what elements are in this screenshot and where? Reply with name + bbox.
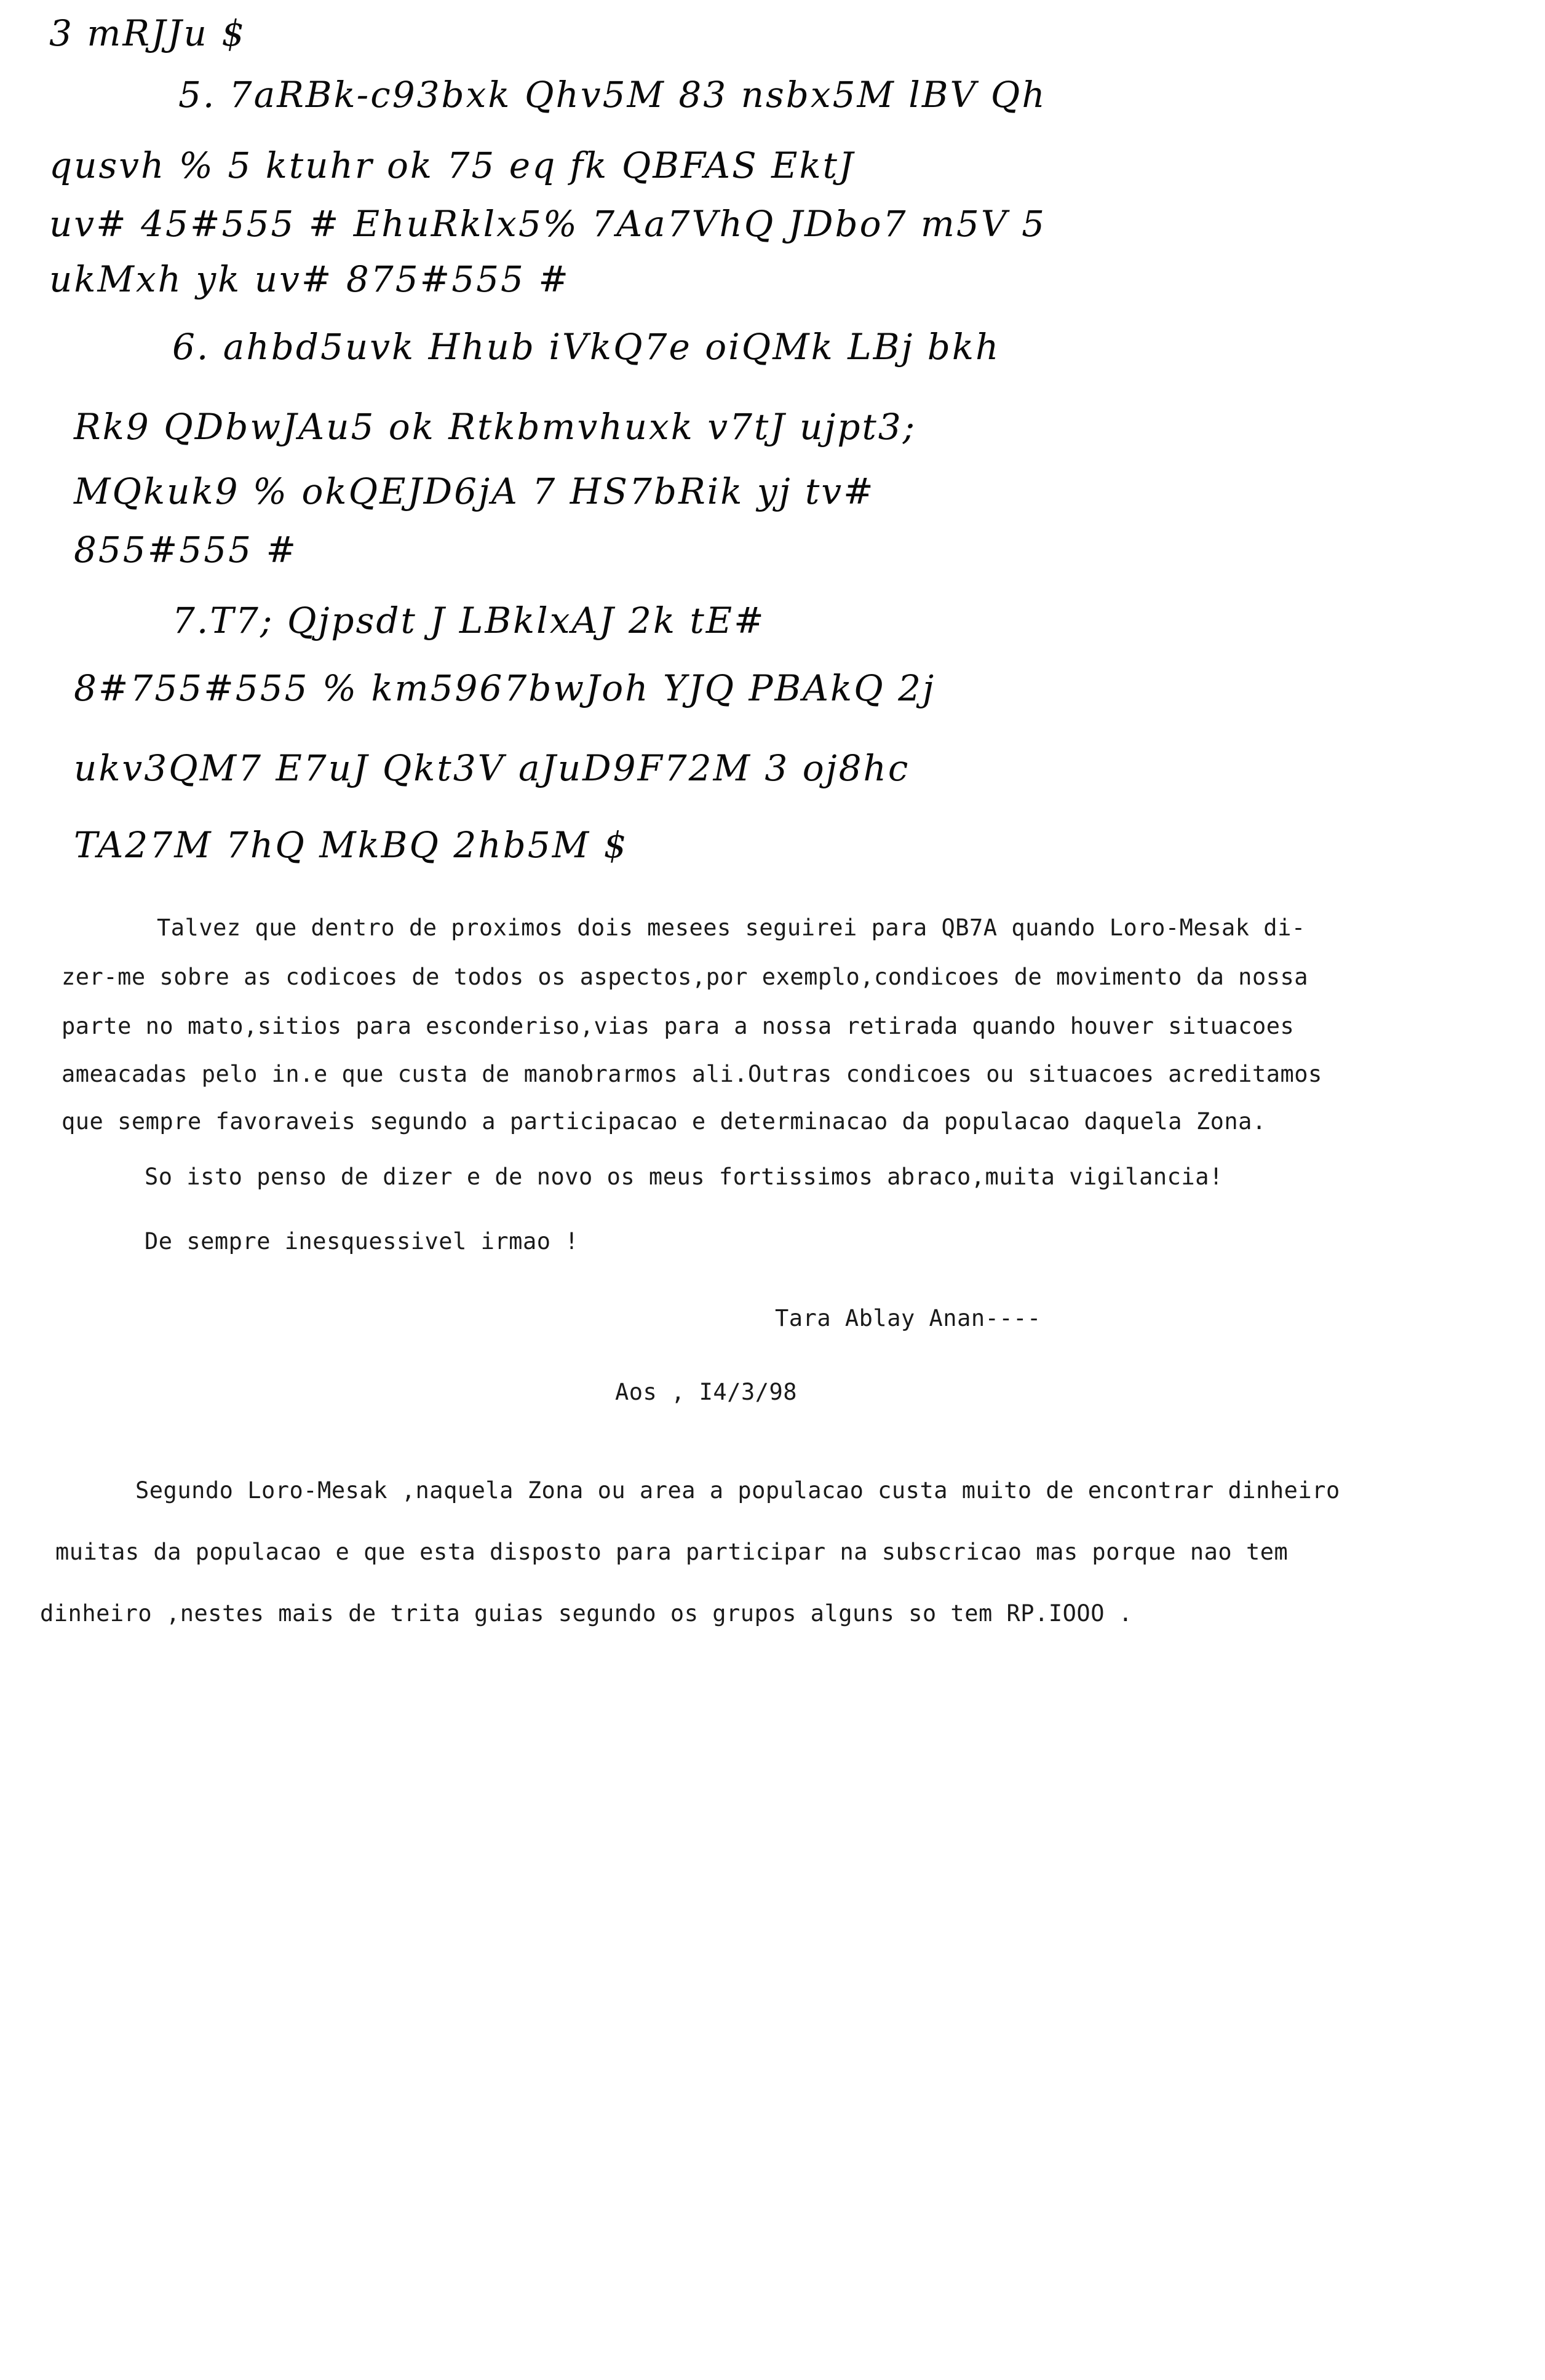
postscript-line: Segundo Loro-Mesak ,naquela Zona ou area a populacao custa muito de encontrar dinheiro bbox=[135, 1477, 1340, 1504]
cipher-line: 7.T7; Qjpsdt J LBklxAJ 2k tE# bbox=[172, 600, 766, 641]
postscript-line: dinheiro ,nestes mais de trita guias segundo os grupos alguns so tem RP.IOOO . bbox=[40, 1600, 1133, 1627]
farewell-line: De sempre inesquessivel irmao ! bbox=[145, 1228, 579, 1255]
cipher-line: 6. ahbd5uvk Hhub iVkQ7e oiQMk LBj bkh bbox=[172, 326, 1001, 368]
cipher-line: ukv3QM7 E7uJ Qkt3V aJuD9F72M 3 oj8hc bbox=[74, 747, 910, 789]
body-line: que sempre favoraveis segundo a participacao e determinacao da populacao daquela Zona. bbox=[62, 1108, 1266, 1135]
postscript-line: muitas da populacao e que esta disposto para participar na subscricao mas porque nao tem bbox=[55, 1539, 1289, 1565]
body-line: parte no mato,sitios para esconderiso,vias para a nossa retirada quando houver situacoes bbox=[62, 1013, 1295, 1039]
body-line: ameacadas pelo in.e que custa de manobrarmos ali.Outras condicoes ou situacoes acreditamos bbox=[62, 1061, 1322, 1087]
cipher-line: uv# 45#555 # EhuRklx5% 7Aa7VhQ JDbo7 m5V 5 bbox=[49, 203, 1047, 245]
date-line: Aos , I4/3/98 bbox=[615, 1379, 798, 1405]
body-line: zer-me sobre as codicoes de todos os aspectos,por exemplo,condicoes de movimento da nossa bbox=[62, 964, 1309, 990]
cipher-line: 5. 7aRBk-c93bxk Qhv5M 83 nsbx5M lBV Qh bbox=[178, 74, 1047, 116]
body-line: Talvez que dentro de proximos dois mesees seguirei para QB7A quando Loro-Mesak di- bbox=[157, 914, 1306, 941]
handwritten-cipher-block bbox=[0, 0, 1545, 886]
cipher-line: MQkuk9 % okQEJD6jA 7 HS7bRik yj tv# bbox=[74, 470, 875, 512]
cipher-line: TA27M 7hQ MkBQ 2hb5M $ bbox=[74, 824, 629, 866]
cipher-line: 855#555 # bbox=[74, 529, 298, 571]
cipher-line: 3 mRJJu $ bbox=[49, 12, 247, 54]
closing-line: So isto penso de dizer e de novo os meus fortissimos abraco,muita vigilancia! bbox=[145, 1164, 1223, 1190]
cipher-line: 8#755#555 % km5967bwJoh YJQ PBAkQ 2j bbox=[74, 667, 936, 709]
cipher-line: ukMxh yk uv# 875#555 # bbox=[49, 258, 570, 300]
signature: Tara Ablay Anan---- bbox=[775, 1305, 1041, 1331]
cipher-line: qusvh % 5 ktuhr ok 75 eq fk QBFAS EktJ bbox=[49, 145, 856, 186]
cipher-line: Rk9 QDbwJAu5 ok Rtkbmvhuxk v7tJ ujpt3; bbox=[74, 406, 917, 448]
